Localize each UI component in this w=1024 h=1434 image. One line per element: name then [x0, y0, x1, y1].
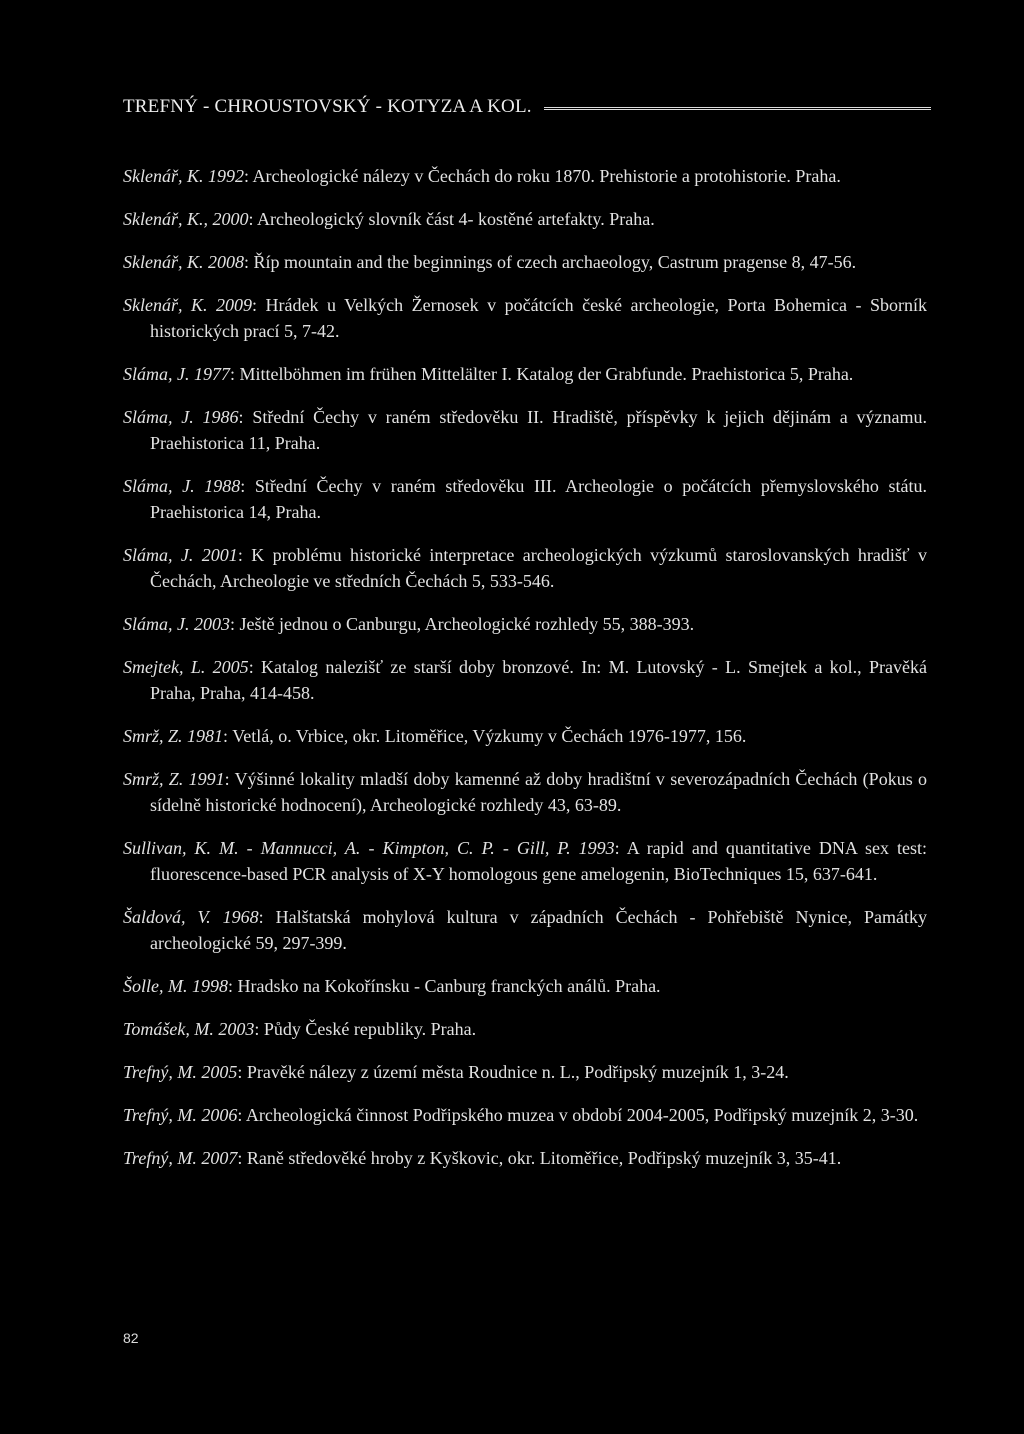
reference-text: : Raně středověké hroby z Kyškovic, okr. Litoměřice, Podřipský muzejník 3, 35-41.: [237, 1148, 842, 1168]
reference-author: Sláma, J. 1988: [123, 476, 241, 496]
reference-author: Sláma, J. 2001: [123, 545, 238, 565]
reference-text: : Katalog nalezišť ze starší doby bronzové. In: M. Lutovský - L. Smejtek a kol., Pravěká Praha, Praha, 414-458.: [150, 657, 927, 703]
reference-text: : Říp mountain and the beginnings of czech archaeology, Castrum pragense 8, 47-56.: [244, 252, 857, 272]
reference-text: : Výšinné lokality mladší doby kamenné až doby hradištní v severozápadních Čechách (Pokus o sídelně historické hodnocení), Archeologické rozhledy 43, 63-89.: [150, 769, 927, 815]
reference-text: : Střední Čechy v raném středověku II. Hradiště, příspěvky k jejich dějinám a významu. Praehistorica 11, Praha.: [150, 407, 927, 453]
reference-item: [123, 973, 927, 999]
reference-item: [123, 654, 927, 706]
reference-author: Smejtek, L. 2005: [123, 657, 249, 677]
reference-item: [123, 249, 927, 275]
reference-author: Sullivan, K. M. - Mannucci, A. - Kimpton, C. P. - Gill, P. 1993: [123, 838, 615, 858]
reference-text: : Ještě jednou o Canburgu, Archeologické rozhledy 55, 388-393.: [230, 614, 695, 634]
reference-item: [123, 766, 927, 818]
reference-author: Trefný, M. 2005: [123, 1062, 238, 1082]
page-number: 82: [123, 1330, 139, 1346]
reference-text: : A rapid and quantitative DNA sex test: fluorescence-based PCR analysis of X-Y homologous gene amelogenin, BioTechniques 15, 637-641.: [150, 838, 927, 884]
reference-text: : Mittelböhmen im frühen Mittelälter I. Katalog der Grabfunde. Praehistorica 5, Praha.: [230, 364, 854, 384]
reference-item: [123, 1059, 927, 1085]
reference-item: [123, 473, 927, 525]
reference-item: [123, 904, 927, 956]
reference-author: Sláma, J. 1977: [123, 364, 230, 384]
reference-author: Sláma, J. 1986: [123, 407, 239, 427]
header-rule: [544, 107, 931, 110]
running-header: [123, 96, 931, 118]
reference-text: : Půdy České republiky. Praha.: [254, 1019, 477, 1039]
reference-item: [123, 404, 927, 456]
reference-item: [123, 206, 927, 232]
reference-text: : Archeologický slovník část 4- kostěné artefakty. Praha.: [248, 209, 655, 229]
bibliography-list: [123, 163, 927, 1188]
reference-author: Smrž, Z. 1981: [123, 726, 224, 746]
reference-item: [123, 1016, 927, 1042]
reference-text: : Archeologické nálezy v Čechách do roku 1870. Prehistorie a protohistorie. Praha.: [244, 166, 841, 186]
reference-text: : Halštatská mohylová kultura v západních Čechách - Pohřebiště Nynice, Památky archeologické 59, 297-399.: [150, 907, 927, 953]
reference-author: Sklenář, K. 1992: [123, 166, 244, 186]
reference-author: Šolle, M. 1998: [123, 976, 228, 996]
reference-item: [123, 611, 927, 637]
reference-text: : Pravěké nálezy z území města Roudnice n. L., Podřipský muzejník 1, 3-24.: [237, 1062, 789, 1082]
reference-text: : K problému historické interpretace archeologických výzkumů staroslovanských hradišť v Čechách, Archeologie ve středních Čechách 5, 533-546.: [150, 545, 927, 591]
reference-author: Trefný, M. 2006: [123, 1105, 238, 1125]
reference-author: Trefný, M. 2007: [123, 1148, 238, 1168]
reference-author: Sláma, J. 2003: [123, 614, 230, 634]
running-header-title: TREFNÝ - CHROUSTOVSKÝ - KOTYZA A KOL.: [123, 96, 532, 117]
reference-text: : Vetlá, o. Vrbice, okr. Litoměřice, Výzkumy v Čechách 1976-1977, 156.: [223, 726, 747, 746]
reference-item: [123, 292, 927, 344]
reference-item: [123, 723, 927, 749]
reference-author: Sklenář, K. 2008: [123, 252, 244, 272]
reference-item: [123, 542, 927, 594]
reference-item: [123, 1102, 927, 1128]
reference-text: : Hrádek u Velkých Žernosek v počátcích české archeologie, Porta Bohemica - Sborník historických prací 5, 7-42.: [150, 295, 927, 341]
reference-text: : Archeologická činnost Podřipského muzea v období 2004-2005, Podřipský muzejník 2, 3-30.: [237, 1105, 919, 1125]
reference-author: Šaldová, V. 1968: [123, 907, 259, 927]
reference-author: Tomášek, M. 2003: [123, 1019, 255, 1039]
reference-item: [123, 163, 927, 189]
reference-item: [123, 1145, 927, 1171]
reference-text: : Hradsko na Kokořínsku - Canburg franckých análů. Praha.: [228, 976, 661, 996]
reference-author: Sklenář, K., 2000: [123, 209, 249, 229]
reference-author: Smrž, Z. 1991: [123, 769, 225, 789]
reference-text: : Střední Čechy v raném středověku III. Archeologie o počátcích přemyslovského státu. Praehistorica 14, Praha.: [150, 476, 927, 522]
reference-item: [123, 361, 927, 387]
reference-author: Sklenář, K. 2009: [123, 295, 252, 315]
reference-item: [123, 835, 927, 887]
